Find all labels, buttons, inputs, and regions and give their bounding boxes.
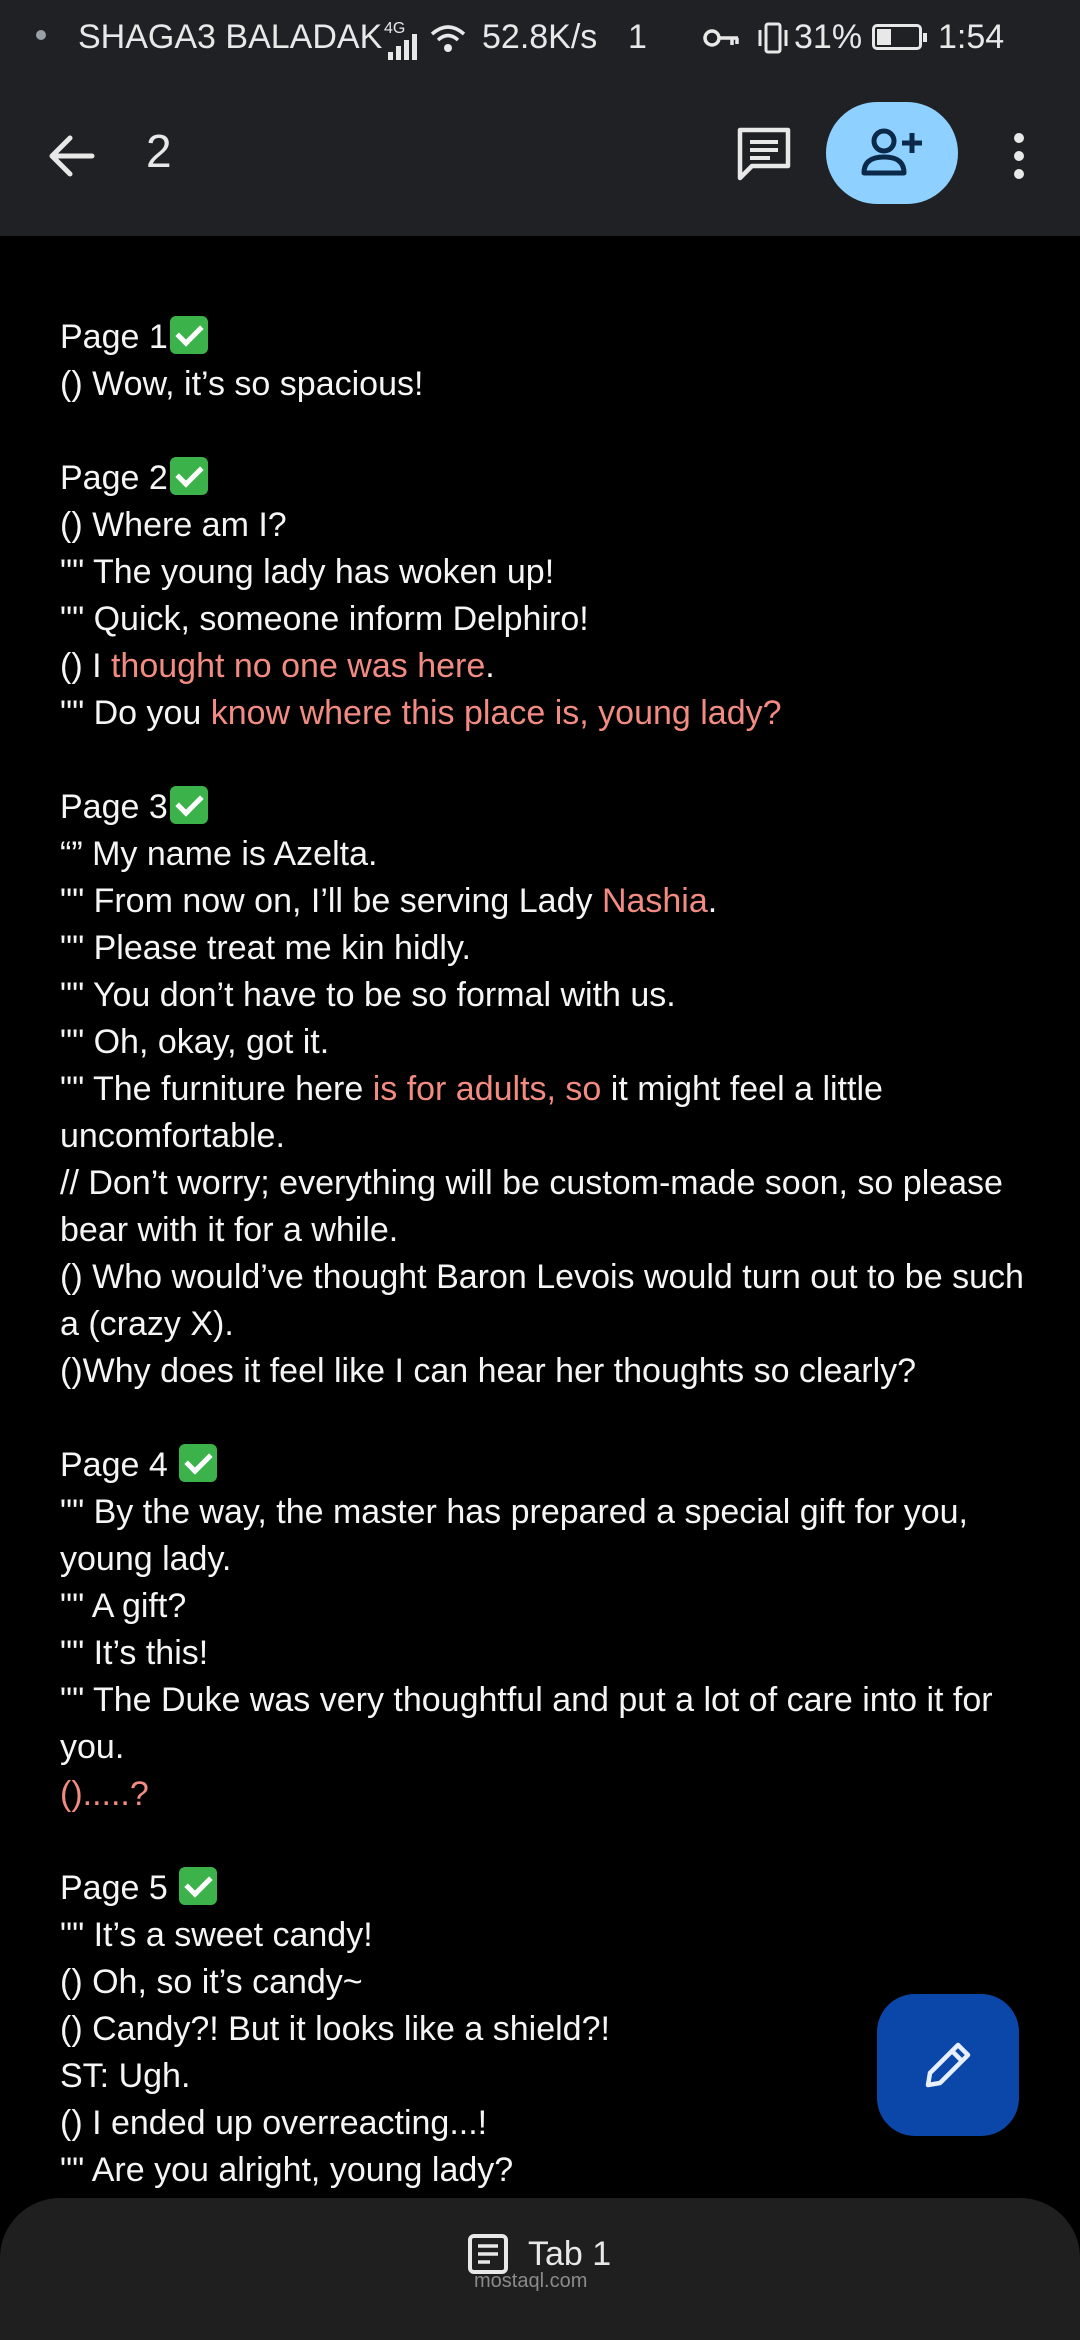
document-title[interactable]: 2: [146, 125, 172, 177]
line-text: "" Do you: [60, 694, 211, 732]
signal-icon: [388, 30, 417, 60]
highlighted-text: Nashia: [601, 882, 708, 920]
highlighted-text: thought no one was here: [110, 647, 486, 685]
check-mark-button-icon: [170, 316, 208, 354]
line-text: "" By the way, the master has prepared a special gift for you, young lady.: [60, 1493, 968, 1578]
wifi-icon: [428, 18, 468, 58]
clock: 1:54: [938, 18, 1005, 56]
blank-line: [60, 737, 1040, 784]
blank-line: [60, 1818, 1040, 1865]
line-text: "" The furniture here: [60, 1070, 373, 1108]
line-text: "" A gift?: [60, 1587, 187, 1625]
line-text: // Don’t worry; everything will be custom-made soon, so please bear with it for a while.: [60, 1164, 1003, 1249]
dialogue-line: [60, 1489, 1040, 1583]
bottom-bar: [0, 2198, 1080, 2340]
dialogue-line: [60, 972, 1040, 1019]
line-text: () Where am I?: [60, 506, 287, 544]
notification-dot: [36, 30, 46, 40]
dialogue-line: [60, 361, 1040, 408]
line-text: .: [707, 882, 718, 920]
page-heading-text: Page 3: [60, 788, 168, 826]
watermark: mostaql.com: [474, 2270, 588, 2292]
dialogue-line: [60, 1912, 1040, 1959]
highlighted-text: ().....?: [60, 1775, 149, 1813]
line-text: "" You don’t have to be so formal with us.: [60, 976, 676, 1014]
dialogue-line: [60, 1677, 1040, 1771]
dialogue-line: [60, 1019, 1040, 1066]
dialogue-line: [60, 878, 1040, 925]
line-text: () I: [60, 647, 111, 685]
carrier-name: SHAGA3 BALADAK: [78, 18, 383, 56]
dialogue-line: [60, 1348, 1040, 1395]
dialogue-line: [60, 502, 1040, 549]
page-heading: [60, 455, 1040, 502]
dialogue-line: [60, 1959, 1040, 2006]
page-heading-text: Page 4: [60, 1446, 178, 1484]
highlighted-text: is for adults, so: [372, 1070, 602, 1108]
network-type: 4G: [384, 20, 406, 37]
dialogue-line: [60, 1254, 1040, 1348]
line-text: "" Quick, someone inform Delphiro!: [60, 600, 589, 638]
vibrate-icon: [756, 18, 790, 58]
page-heading: [60, 784, 1040, 831]
dialogue-line: [60, 1583, 1040, 1630]
document-body[interactable]: [60, 314, 1040, 2194]
comment-icon[interactable]: [734, 124, 794, 184]
app-bar: [0, 74, 1080, 236]
page-heading: [60, 1865, 1040, 1912]
edit-button[interactable]: [877, 1994, 1019, 2136]
check-mark-button-icon: [179, 1867, 217, 1905]
page-heading-text: Page 2: [60, 459, 168, 497]
dialogue-line: [60, 1066, 1040, 1160]
line-text: “” My name is Azelta.: [60, 835, 378, 873]
highlighted-text: know where this place is, young lady?: [210, 694, 782, 732]
blank-line: [60, 408, 1040, 455]
more-vert-icon[interactable]: [1000, 124, 1038, 188]
line-text: "" It’s this!: [60, 1634, 209, 1672]
dialogue-line: [60, 1630, 1040, 1677]
dialogue-line: [60, 1160, 1040, 1254]
back-arrow-icon[interactable]: [40, 124, 104, 188]
line-text: "" It’s a sweet candy!: [60, 1916, 373, 1954]
page-heading-text: Page 1: [60, 318, 168, 356]
tab-label: Tab 1: [528, 2234, 612, 2273]
person-add-icon: [860, 125, 924, 181]
status-bar: [0, 0, 1080, 74]
line-text: "" Are you alright, young lady?: [60, 2151, 514, 2189]
line-text: "" Oh, okay, got it.: [60, 1023, 330, 1061]
page-heading: [60, 1442, 1040, 1489]
dialogue-line: [60, 2147, 1040, 2194]
battery-icon: [872, 24, 922, 50]
blank-line: [60, 1395, 1040, 1442]
battery-percent: 31%: [794, 18, 863, 56]
line-text: "" Please treat me kin hidly.: [60, 929, 471, 967]
dialogue-line: [60, 925, 1040, 972]
line-text: ST: Ugh.: [60, 2057, 191, 2095]
line-text: .: [485, 647, 495, 685]
page-heading-text: Page 5: [60, 1869, 178, 1907]
line-text: () I ended up overreacting...!: [60, 2104, 488, 2142]
key-icon: [702, 18, 742, 58]
dialogue-line: [60, 1771, 1040, 1818]
dialogue-line: [60, 643, 1040, 690]
line-text: ()Why does it feel like I can hear her thoughts so clearly?: [60, 1352, 917, 1390]
line-text: "" The young lady has woken up!: [60, 553, 555, 591]
share-button[interactable]: [826, 102, 958, 204]
line-text: "" The Duke was very thoughtful and put a lot of care into it for you.: [60, 1681, 993, 1766]
dialogue-line: [60, 690, 1040, 737]
line-text: () Wow, it’s so spacious!: [60, 365, 424, 403]
check-mark-button-icon: [170, 786, 208, 824]
dialogue-line: [60, 549, 1040, 596]
line-text: () Candy?! But it looks like a shield?!: [60, 2010, 610, 2048]
dialogue-line: [60, 831, 1040, 878]
line-text: () Oh, so it’s candy~: [60, 1963, 363, 2001]
line-text: () Who would’ve thought Baron Levois would turn out to be such a (crazy X).: [60, 1258, 1024, 1343]
dialogue-line: [60, 596, 1040, 643]
line-text: "" From now on, I’ll be serving Lady: [60, 882, 602, 920]
line-text: it might feel a little uncomfortable.: [60, 1070, 883, 1155]
check-mark-button-icon: [179, 1444, 217, 1482]
check-mark-button-icon: [170, 457, 208, 495]
network-speed: 52.8K/s: [482, 18, 598, 56]
notification-count: 1: [628, 18, 647, 56]
page-heading: [60, 314, 1040, 361]
edit-pencil-icon: [920, 2037, 976, 2093]
